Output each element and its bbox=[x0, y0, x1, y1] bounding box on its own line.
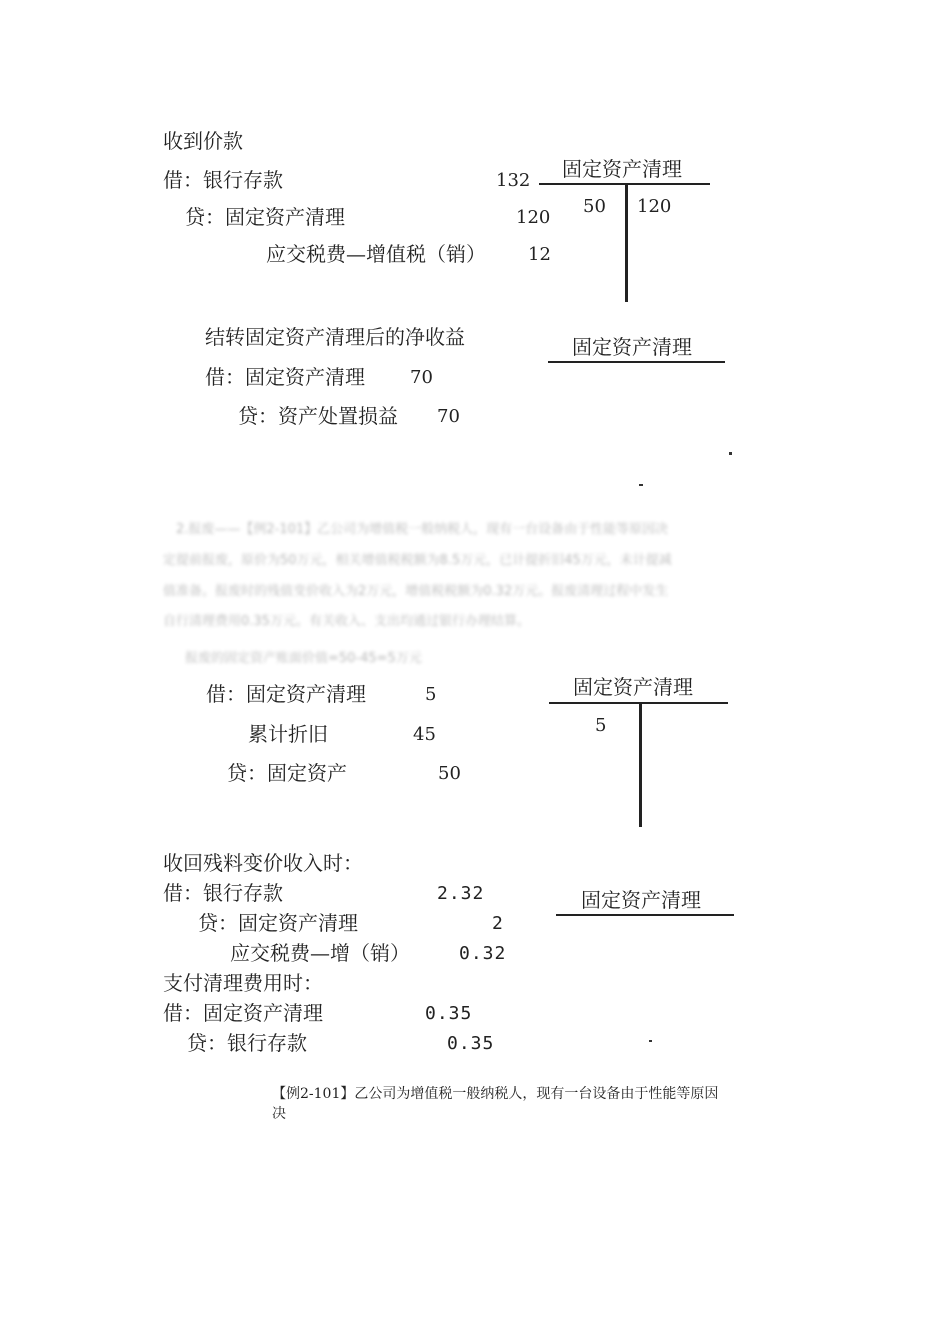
section2-credit-amount: 70 bbox=[437, 406, 460, 427]
section1-credit2-amount: 12 bbox=[528, 244, 551, 265]
section2-debit-label: 借：固定资产清理 bbox=[205, 365, 365, 389]
speck bbox=[729, 452, 732, 455]
blurred-line-3: 值准备。报废时的残值变价收入为2万元，增值税税额为0.32万元。报废清理过程中发生 bbox=[163, 584, 669, 599]
example-title-line-1: 【例2-101】乙公司为增值税一般纳税人，现有一台设备由于性能等原因 bbox=[272, 1086, 719, 1102]
section3-debit-label: 借：固定资产清理 bbox=[206, 682, 366, 706]
blurred-line-5: 报废的固定资产账面价值=50-45=5万元 bbox=[185, 651, 422, 666]
section4-credit-amount: 2 bbox=[492, 913, 504, 934]
t-account-vertical-rule bbox=[625, 184, 628, 302]
section3-credit-label: 贷：固定资产 bbox=[227, 761, 347, 785]
section2-heading: 结转固定资产清理后的净收益 bbox=[205, 325, 465, 349]
section1-debit-amount: 132 bbox=[496, 170, 531, 191]
t-account-debit-value: 50 bbox=[583, 196, 606, 217]
section4-credit2-amount: 0.32 bbox=[459, 943, 507, 964]
t-account-debit-value: 5 bbox=[595, 715, 607, 736]
t-account-title: 固定资产清理 bbox=[581, 888, 701, 912]
section5-credit-amount: 0.35 bbox=[447, 1033, 495, 1054]
section4-credit-label: 贷：固定资产清理 bbox=[198, 911, 358, 935]
section3-debit2-amount: 45 bbox=[413, 724, 436, 745]
t-account-vertical-rule bbox=[639, 703, 642, 827]
t-account-title: 固定资产清理 bbox=[573, 675, 693, 699]
section4-credit2-label: 应交税费—增（销） bbox=[230, 941, 410, 965]
section2-debit-amount: 70 bbox=[410, 367, 433, 388]
section4-debit-label: 借：银行存款 bbox=[163, 881, 283, 905]
speck bbox=[639, 484, 643, 486]
section1-credit-label: 贷：固定资产清理 bbox=[185, 205, 345, 229]
section3-debit2-label: 累计折旧 bbox=[248, 722, 328, 746]
section4-debit-amount: 2.32 bbox=[437, 883, 485, 904]
section4-heading: 收回残料变价收入时： bbox=[163, 851, 363, 875]
section3-debit-amount: 5 bbox=[425, 684, 437, 705]
example-title-line-2: 决 bbox=[272, 1106, 286, 1122]
section5-debit-label: 借：固定资产清理 bbox=[163, 1001, 323, 1025]
t-account-horizontal-rule bbox=[548, 361, 725, 363]
section1-debit-label: 借：银行存款 bbox=[163, 168, 283, 192]
section2-credit-label: 贷：资产处置损益 bbox=[238, 404, 398, 428]
section1-heading: 收到价款 bbox=[163, 129, 243, 153]
t-account-title: 固定资产清理 bbox=[562, 157, 682, 181]
section1-credit2-label: 应交税费—增值税（销） bbox=[266, 242, 486, 266]
t-account-credit-value: 120 bbox=[637, 196, 672, 217]
speck bbox=[649, 1040, 652, 1042]
section3-credit-amount: 50 bbox=[438, 763, 461, 784]
section5-heading: 支付清理费用时： bbox=[163, 971, 323, 995]
blurred-line-1: 2.报废——【例2-101】乙公司为增值税一般纳税人，现有一台设备由于性能等原因决 bbox=[176, 522, 669, 537]
t-account-horizontal-rule bbox=[556, 914, 734, 916]
blurred-line-2: 定提前报废，原价为50万元，相关增值税税额为8.5万元，已计提折旧45万元，未计提减 bbox=[163, 553, 672, 568]
t-account-title: 固定资产清理 bbox=[572, 335, 692, 359]
blurred-line-4: 自行清理费用0.35万元。有关收入、支出均通过银行办理结算。 bbox=[163, 614, 530, 629]
section1-credit-amount: 120 bbox=[516, 207, 551, 228]
section5-credit-label: 贷：银行存款 bbox=[187, 1031, 307, 1055]
section5-debit-amount: 0.35 bbox=[425, 1003, 473, 1024]
